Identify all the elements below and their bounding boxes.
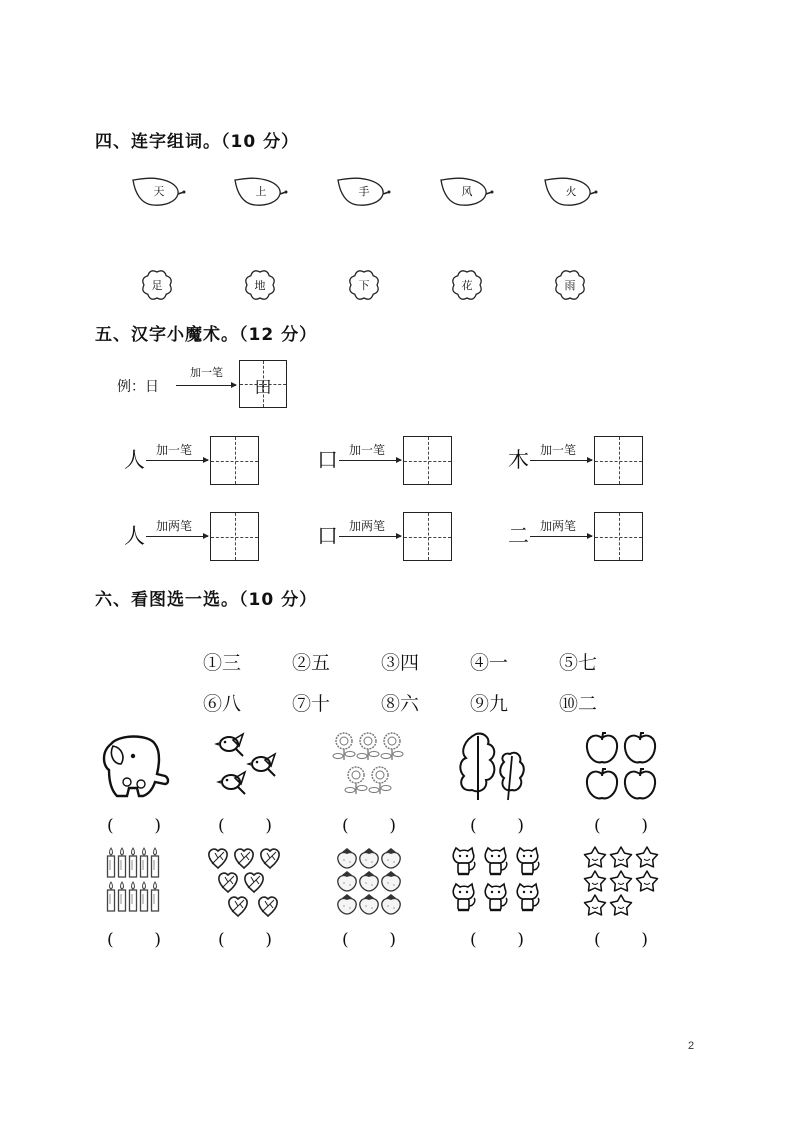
answer-blank[interactable] [470, 816, 524, 836]
leaf-card [543, 177, 599, 207]
flower-char: 雨 [564, 279, 576, 292]
example-grid-box [239, 360, 287, 408]
paren-close: ) [389, 816, 396, 836]
arrow-icon [146, 460, 208, 461]
leaf-card [439, 177, 495, 207]
answer-blank[interactable] [594, 930, 648, 950]
stroke-label: 加一笔 [540, 443, 577, 457]
leaf-card [233, 177, 289, 207]
answer-blank[interactable] [218, 930, 272, 950]
stroke-label: 加一笔 [156, 443, 193, 457]
leaf-picture-icon [206, 846, 286, 926]
option-item: ③四 [381, 652, 420, 674]
paren-close: ) [265, 816, 272, 836]
answer-blank[interactable] [342, 930, 396, 950]
source-char: 人 [124, 448, 145, 472]
paren-open: ( [470, 930, 477, 950]
candle-picture-icon [103, 846, 167, 922]
flower-card [450, 268, 484, 302]
source-char: 木 [508, 448, 529, 472]
source-char: 口 [317, 524, 338, 548]
option-item: ⑤七 [559, 652, 598, 674]
paren-open: ( [218, 816, 225, 836]
flower-char: 下 [358, 279, 370, 292]
section-5-title: 五、汉字小魔术。（12 分） [95, 325, 318, 345]
answer-grid-box[interactable] [594, 512, 643, 561]
answer-blank[interactable] [594, 816, 648, 836]
strawberry-picture-icon [334, 846, 406, 922]
stroke-label: 加两笔 [540, 519, 577, 533]
source-char: 口 [317, 448, 338, 472]
option-item: ⑩二 [559, 693, 598, 715]
flower-char: 足 [151, 279, 163, 292]
answer-blank[interactable] [107, 816, 161, 836]
paren-open: ( [218, 930, 225, 950]
paren-open: ( [107, 930, 114, 950]
source-char: 二 [508, 524, 529, 548]
stroke-label: 加一笔 [349, 443, 386, 457]
star-picture-icon [582, 846, 662, 924]
paren-open: ( [107, 816, 114, 836]
answer-blank[interactable] [342, 816, 396, 836]
paren-close: ) [389, 930, 396, 950]
paren-open: ( [594, 930, 601, 950]
paren-close: ) [641, 816, 648, 836]
paren-close: ) [154, 816, 161, 836]
option-item: ⑦十 [292, 693, 331, 715]
example-prefix: 例：日 [117, 379, 159, 395]
arrow-icon [339, 536, 401, 537]
paren-close: ) [517, 816, 524, 836]
flower-card [140, 268, 174, 302]
flower-char: 地 [254, 279, 266, 292]
flower-card [553, 268, 587, 302]
option-item: ①三 [203, 652, 242, 674]
arrow-icon [530, 536, 592, 537]
leaf-char: 上 [255, 185, 267, 198]
paren-close: ) [265, 930, 272, 950]
answer-blank[interactable] [470, 930, 524, 950]
answer-grid-box[interactable] [210, 436, 259, 485]
flower-char: 花 [461, 279, 473, 292]
paren-open: ( [342, 816, 349, 836]
option-item: ⑥八 [203, 693, 242, 715]
cat-picture-icon [450, 846, 546, 922]
paren-open: ( [342, 930, 349, 950]
answer-grid-box[interactable] [403, 512, 452, 561]
example-label: 加一笔 [190, 366, 223, 379]
answer-blank[interactable] [218, 816, 272, 836]
option-item: ⑧六 [381, 693, 420, 715]
tree-picture-icon [458, 730, 538, 806]
leaf-char: 天 [153, 185, 165, 198]
answer-grid-box[interactable] [403, 436, 452, 485]
leaf-card [131, 177, 187, 207]
page-number: 2 [688, 1040, 695, 1052]
section-6-title: 六、看图选一选。（10 分） [95, 590, 318, 610]
section-4-title: 四、连字组词。（10 分） [95, 132, 300, 152]
answer-grid-box[interactable] [594, 436, 643, 485]
elephant-picture-icon [99, 730, 171, 806]
source-char: 人 [124, 524, 145, 548]
leaf-char: 火 [565, 185, 577, 198]
paren-close: ) [517, 930, 524, 950]
leaf-card [336, 177, 392, 207]
option-item: ⑨九 [470, 693, 509, 715]
paren-open: ( [470, 816, 477, 836]
arrow-icon [530, 460, 592, 461]
apple-picture-icon [582, 730, 662, 806]
leaf-char: 风 [461, 185, 473, 198]
sunflower-picture-icon [332, 730, 408, 806]
option-item: ④一 [470, 652, 509, 674]
leaf-char: 手 [358, 185, 370, 198]
paren-close: ) [641, 930, 648, 950]
answer-blank[interactable] [107, 930, 161, 950]
arrow-icon [176, 385, 236, 386]
paren-close: ) [154, 930, 161, 950]
arrow-icon [339, 460, 401, 461]
bird-picture-icon [211, 730, 281, 806]
answer-grid-box[interactable] [210, 512, 259, 561]
example-answer: 田 [254, 378, 272, 398]
arrow-icon [146, 536, 208, 537]
paren-open: ( [594, 816, 601, 836]
flower-card [243, 268, 277, 302]
stroke-label: 加两笔 [156, 519, 193, 533]
stroke-label: 加两笔 [349, 519, 386, 533]
flower-card [347, 268, 381, 302]
option-item: ②五 [292, 652, 331, 674]
